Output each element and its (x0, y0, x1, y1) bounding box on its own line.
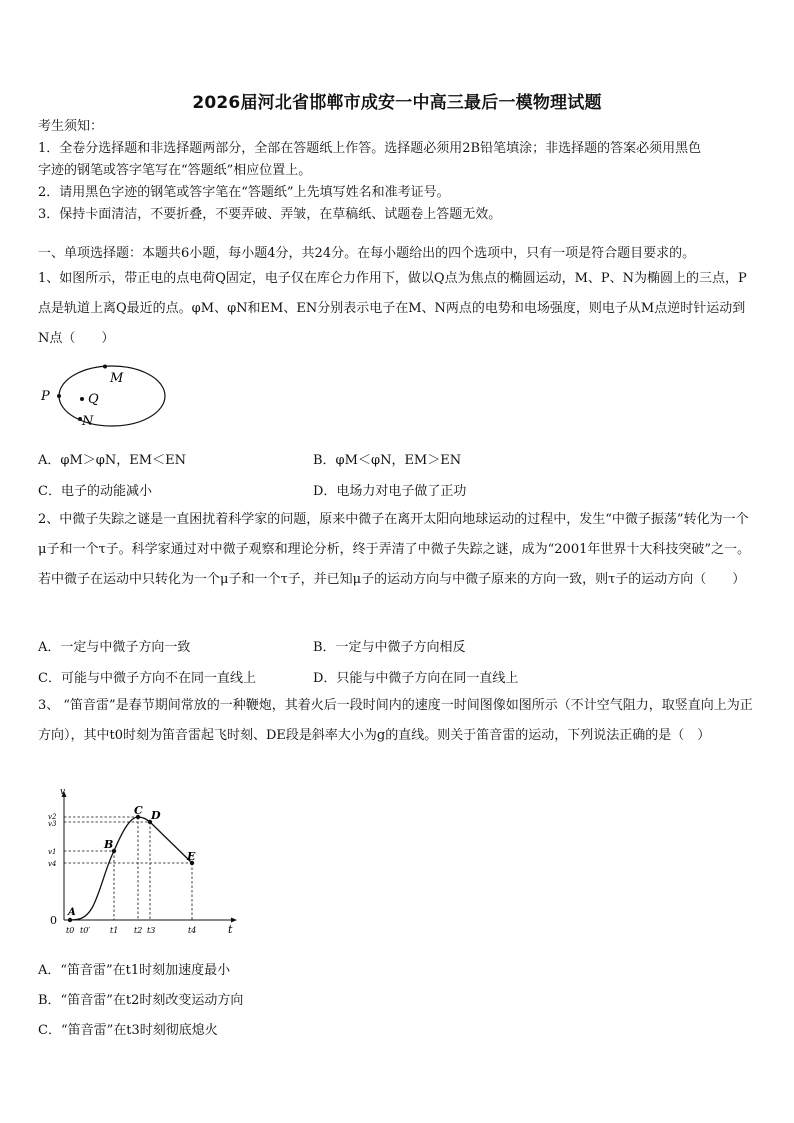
q3-option-b: B．“笛音雷”在t2时刻改变运动方向 (38, 993, 244, 1008)
v-tick-v1: v1 (48, 848, 57, 856)
label-C: C (134, 804, 143, 817)
label-D: D (151, 809, 161, 822)
t-tick-t1: t1 (110, 926, 119, 935)
v-tick-v3: v3 (48, 820, 57, 828)
t-axis-arrow (231, 918, 237, 923)
q3-option-a: A．“笛音雷”在t1时刻加速度最小 (38, 963, 231, 978)
ellipse-orbit-figure (36, 362, 176, 434)
velocity-time-graph (40, 788, 240, 938)
notice-item-1-cont: 字迹的钢笔或答字笔写在“答题纸”相应位置上。 (38, 163, 312, 178)
question-2-stem: 2、中微子失踪之谜是一直困扰着科学家的问题，原来中微子在离开太阳向地球运动的过程中，发生“中微子振荡”转化为一个μ子和一个τ子。科学家通过对中微子观察和理论分析，终于弄清了中微子失踪之谜，成为“2001年世界十大科技突破”之一。若中微子在运动中只转化为一个μ子和一个τ子，并已知μ子的运动方向与中微子原来的方向一致，则τ子的运动方向（ ） (38, 512, 751, 587)
label-M: M (110, 371, 124, 386)
label-Q: Q (88, 392, 99, 407)
v-axis-label: v (60, 788, 66, 797)
page-title: 2026届河北省邯郸市成安一中高三最后一模物理试题 (192, 93, 602, 113)
t-tick-t0-prime: t0′ (80, 926, 91, 935)
label-A: A (68, 907, 76, 918)
question-1-stem: 1、如图所示，带正电的点电荷Q固定，电子仅在库仑力作用下，做以Q点为焦点的椭圆运动，M、P、N为椭圆上的三点，P点是轨道上离Q最近的点。φM、φN和EM、EN分别表示电子在M、N两点的电势和电场强度，则电子从M点逆时针运动到N点（ ） (38, 271, 747, 346)
label-N: N (82, 414, 94, 429)
q2-option-a: A．一定与中微子方向一致 (38, 640, 191, 655)
q2-option-c: C．可能与中微子方向不在同一直线上 (38, 671, 256, 686)
notice-item-2: 2．请用黑色字迹的钢笔或答字笔在“答题纸”上先填写姓名和准考证号。 (38, 185, 450, 200)
v-tick-v2: v2 (48, 813, 57, 821)
label-E: E (187, 850, 196, 863)
vt-curve (70, 817, 192, 920)
q1-option-d: D．电场力对电子做了正功 (313, 484, 467, 499)
t-axis-label: t (228, 923, 233, 936)
notice-heading: 考生须知： (38, 119, 104, 134)
origin-label: 0 (50, 914, 57, 927)
q3-option-c: C．“笛音雷”在t3时刻彻底熄火 (38, 1023, 218, 1038)
t-tick-t2: t2 (134, 926, 143, 935)
label-P: P (41, 389, 50, 404)
q1-option-b: B．φM＜φN，EM＞EN (313, 453, 462, 468)
point-Q-dot (80, 397, 84, 401)
t-tick-t3: t3 (147, 926, 156, 935)
point-P-dot (57, 394, 61, 398)
t-tick-t4: t4 (188, 926, 197, 935)
label-B: B (104, 838, 114, 851)
q1-option-a: A．φM＞φN，EM＜EN (38, 453, 186, 468)
v-tick-v4: v4 (48, 860, 57, 868)
t-tick-t0: t0 (66, 926, 75, 935)
q2-option-b: B．一定与中微子方向相反 (313, 640, 466, 655)
notice-item-3: 3．保持卡面清洁，不要折叠，不要弄破、弄皱，在草稿纸、试题卷上答题无效。 (38, 207, 502, 222)
section-heading: 一、单项选择题：本题共6小题，每小题4分，共24分。在每小题给出的四个选项中，只有一项是符合题目要求的。 (38, 246, 696, 261)
question-3-stem: 3、 “笛音雷”是春节期间常放的一种鞭炮，其着火后一段时间内的速度一时间图像如图所示（不计空气阻力，取竖直向上为正方向），其中t0时刻为笛音雷起飞时刻、DE段是斜率大小为g的直线。则关于笛音雷的运动，下列说法正确的是（ ） (38, 698, 753, 743)
point-M-dot (103, 365, 107, 369)
notice-item-1: 1．全卷分选择题和非选择题两部分，全部在答题纸上作答。选择题必须用2B铅笔填涂；非选择题的答案必须用黑色 (38, 141, 702, 156)
point-A-dot (68, 918, 72, 922)
q1-option-c: C．电子的动能减小 (38, 484, 152, 499)
q2-option-d: D．只能与中微子方向在同一直线上 (313, 671, 519, 686)
